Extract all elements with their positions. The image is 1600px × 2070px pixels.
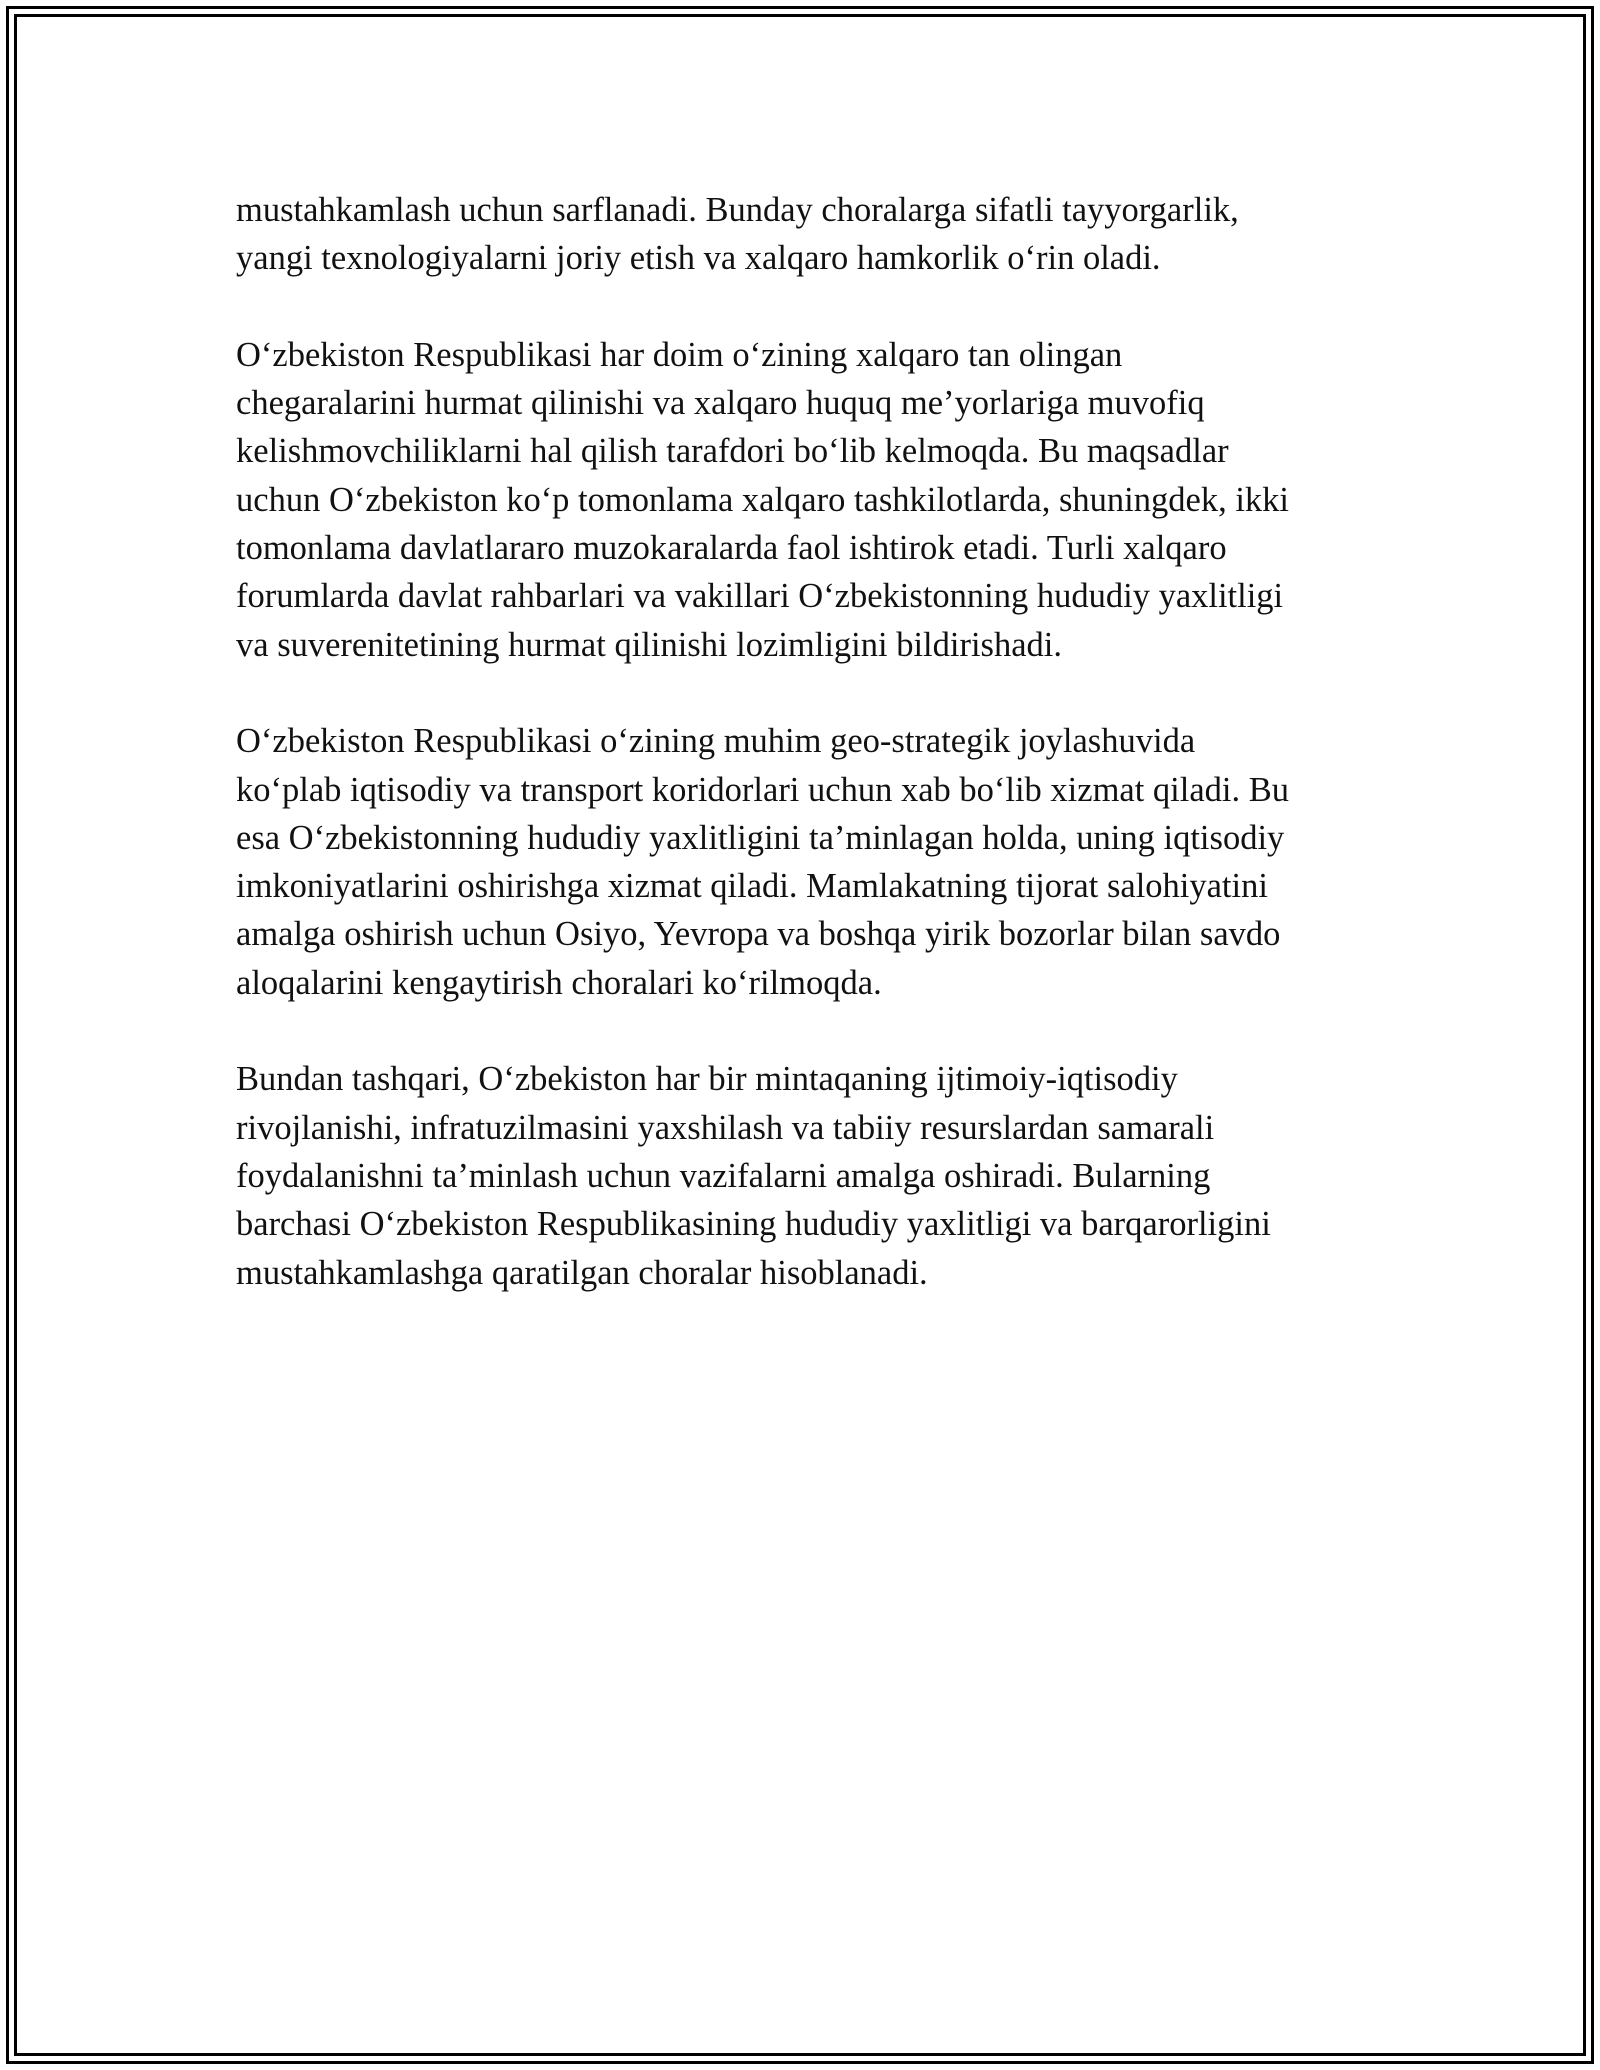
paragraph-2 [236, 331, 1376, 669]
text-line: Bundan tashqari, O‘zbekiston har bir mintaqaning ijtimoiy-iqtisodiy [236, 1060, 1178, 1099]
text-line: esa O‘zbekistonning hududiy yaxlitligini ta’minlagan holda, uning iqtisodiy [236, 818, 1285, 857]
text-line: O‘zbekiston Respublikasi har doim o‘zining xalqaro tan olingan [236, 335, 1123, 374]
text-line: uchun O‘zbekiston ko‘p tomonlama xalqaro tashkilotlarda, shuningdek, ikki [236, 480, 1289, 519]
text-line: barchasi O‘zbekiston Respublikasining hududiy yaxlitligi va barqarorligini [236, 1205, 1271, 1244]
text-line: O‘zbekiston Respublikasi o‘zining muhim geo-strategik joylashuvida [236, 722, 1196, 761]
text-line: aloqalarini kengaytirish choralari ko‘rilmoqda. [236, 963, 882, 1002]
text-line: mustahkamlashga qaratilgan choralar hisoblanadi. [236, 1253, 928, 1292]
text-line: kelishmovchiliklarni hal qilish tarafdori bo‘lib kelmoqda. Bu maqsadlar [236, 432, 1229, 471]
text-line: tomonlama davlatlararo muzokaralarda faol ishtirok etadi. Turli xalqaro [236, 529, 1227, 568]
text-line: chegaralarini hurmat qilinishi va xalqaro huquq me’yorlariga muvofiq [236, 384, 1205, 423]
text-line: foydalanishni ta’minlash uchun vazifalarni amalga oshiradi. Bularning [236, 1156, 1211, 1195]
text-line: mustahkamlash uchun sarflanadi. Bunday choralarga sifatli tayyorgarlik, [236, 191, 1239, 229]
text-line: forumlarda davlat rahbarlari va vakillari O‘zbekistonning hududiy yaxlitligi [236, 577, 1284, 616]
text-line: yangi texnologiyalarni joriy etish va xalqaro hamkorlik o‘rin oladi. [236, 239, 1161, 278]
text-line: rivojlanishi, infratuzilmasini yaxshilash va tabiiy resurslardan samarali [236, 1108, 1215, 1147]
text-line: amalga oshirish uchun Osiyo, Yevropa va boshqa yirik bozorlar bilan savdo [236, 915, 1281, 954]
paragraph-1 [236, 186, 1376, 283]
text-line: va suverenitetining hurmat qilinishi lozimligini bildirishadi. [236, 625, 1062, 664]
paragraph-4 [236, 1055, 1376, 1296]
paragraph-3 [236, 717, 1376, 1007]
document-body [236, 186, 1376, 1345]
text-line: imkoniyatlarini oshirishga xizmat qiladi. Mamlakatning tijorat salohiyatini [236, 867, 1268, 906]
text-line: ko‘plab iqtisodiy va transport koridorlari uchun xab bo‘lib xizmat qiladi. Bu [236, 770, 1290, 809]
